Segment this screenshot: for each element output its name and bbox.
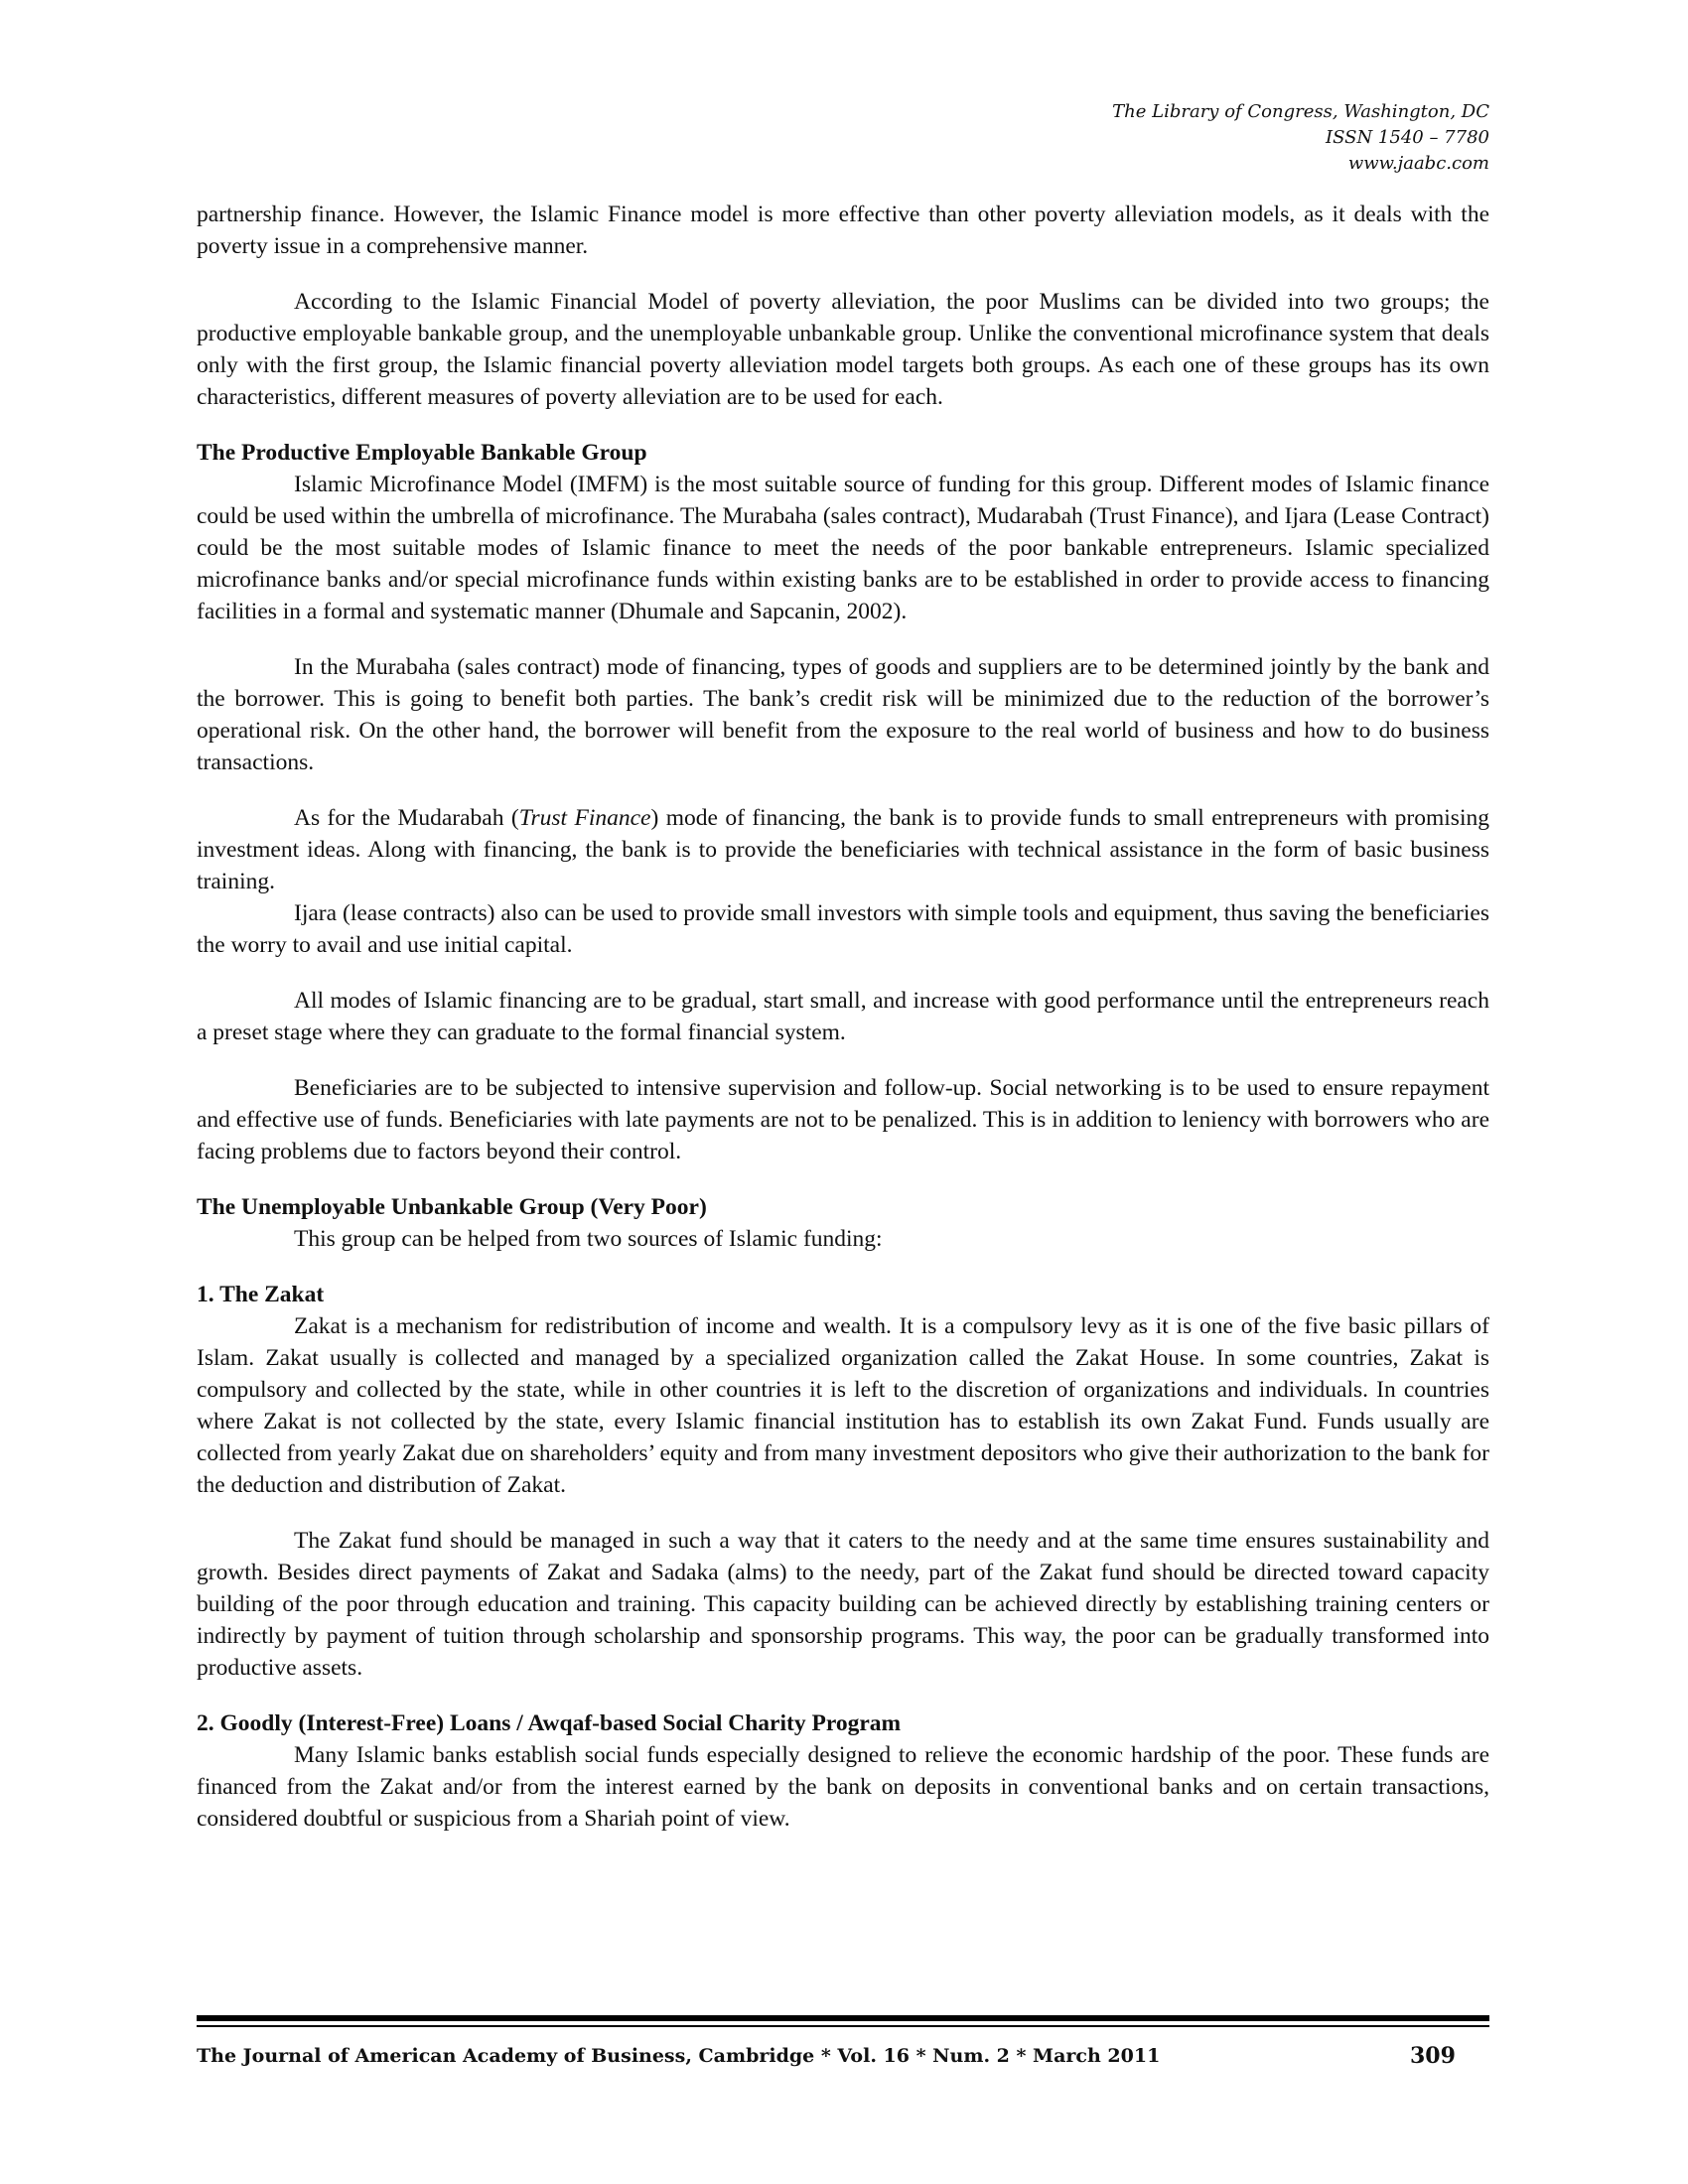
footer-journal-citation: The Journal of American Academy of Business, Cambridge * Vol. 16 * Num. 2 * March 2011 (197, 2045, 1161, 2067)
paragraph: Zakat is a mechanism for redistribution of income and wealth. It is a compulsory levy as it is one of the five basic pillars of Islam. Zakat usually is collected and managed by a specialized organization called the Zakat House. In some countries, Zakat is compulsory and collected by the state, while in other countries it is left to the discretion of organizations and individuals. In countries where Zakat is not collected by the state, every Islamic financial institution has to establish its own Zakat Fund. Funds usually are collected from yearly Zakat due on shareholders’ equity and from many investment depositors who give their authorization to the bank for the deduction and distribution of Zakat. (197, 1313, 1489, 1498)
paragraph: Beneficiaries are to be subjected to intensive supervision and follow-up. Social networking is to be used to ensure repayment and effective use of funds. Beneficiaries with late payments are not to be penalized. This is in addition to leniency with borrowers who are facing problems due to factors beyond their control. (197, 1075, 1489, 1164)
paragraph: Ijara (lease contracts) also can be used to provide small investors with simple tools and equipment, thus saving the beneficiaries the worry to avail and use initial capital. (197, 900, 1489, 958)
paragraph: This group can be helped from two sources of Islamic funding: (294, 1226, 883, 1252)
paragraph: All modes of Islamic financing are to be gradual, start small, and increase with good performance until the entrepreneurs reach a preset stage where they can graduate to the formal financial system. (197, 988, 1489, 1045)
header-website: www.jaabc.com (1347, 153, 1489, 174)
page-number: 309 (1410, 2043, 1456, 2069)
paragraph-text: ) mode of financing, the bank is to provide funds to small entrepreneurs with promising investment ideas. Along with financing, the bank is to provide the beneficiaries with technical assistance in the form of basic business training. (197, 805, 1489, 894)
header-issn: ISSN 1540 – 7780 (1326, 127, 1489, 148)
section-heading: The Productive Employable Bankable Group (197, 440, 647, 466)
paragraph: Many Islamic banks establish social funds especially designed to relieve the economic hardship of the poor. These funds are financed from the Zakat and/or from the interest earned by the bank on deposits in conventional banks and on certain transactions, considered doubtful or suspicious from a Shariah point of view. (197, 1742, 1489, 1832)
italic-term: Trust Finance (518, 805, 651, 831)
running-header (894, 99, 1489, 177)
footer-divider (197, 2025, 1489, 2027)
paragraph: In the Murabaha (sales contract) mode of financing, types of goods and suppliers are to be determined jointly by the bank and the borrower. This is going to benefit both parties. The bank’s credit risk will be minimized due to the reduction of the borrower’s operational risk. On the other hand, the borrower will benefit from the exposure to the real world of business and how to do business transactions. (197, 654, 1489, 775)
paragraph: According to the Islamic Financial Model of poverty alleviation, the poor Muslims can be divided into two groups; the productive employable bankable group, and the unemployable unbankable group. Unlike the conventional microfinance system that deals only with the first group, the Islamic financial poverty alleviation model targets both groups. As each one of these groups has its own characteristics, different measures of poverty alleviation are to be used for each. (197, 289, 1489, 410)
paragraph: Islamic Microfinance Model (IMFM) is the most suitable source of funding for this group. Different modes of Islamic finance could be used within the umbrella of microfinance. The Murabaha (sales contract), Mudarabah (Trust Finance), and Ijara (Lease Contract) could be the most suitable modes of Islamic finance to meet the needs of the poor bankable entrepreneurs. Islamic specialized microfinance banks and/or special microfinance funds within existing banks are to be established in order to provide access to financing facilities in a formal and systematic manner (Dhumale and Sapcanin, 2002). (197, 472, 1489, 624)
paragraph: The Zakat fund should be managed in such a way that it caters to the needy and at the same time ensures sustainability and growth. Besides direct payments of Zakat and Sadaka (alms) to the needy, part of the Zakat fund should be directed toward capacity building of the poor through education and training. This capacity building can be achieved directly by establishing training centers or indirectly by payment of tuition through scholarship and sponsorship programs. This way, the poor can be gradually transformed into productive assets. (197, 1528, 1489, 1681)
section-heading: 2. Goodly (Interest-Free) Loans / Awqaf-based Social Charity Program (197, 1710, 902, 1736)
footer-divider (197, 2015, 1489, 2021)
paragraph-text: As for the Mudarabah ( (294, 805, 519, 831)
body-text (197, 199, 1489, 1835)
paragraph: partnership finance. However, the Islamic Finance model is more effective than other poverty alleviation models, as it deals with the poverty issue in a comprehensive manner. (197, 202, 1489, 259)
paragraph (197, 802, 1489, 897)
section-heading: 1. The Zakat (197, 1282, 325, 1307)
section-heading: The Unemployable Unbankable Group (Very Poor) (197, 1194, 707, 1220)
header-library: The Library of Congress, Washington, DC (1112, 101, 1489, 122)
